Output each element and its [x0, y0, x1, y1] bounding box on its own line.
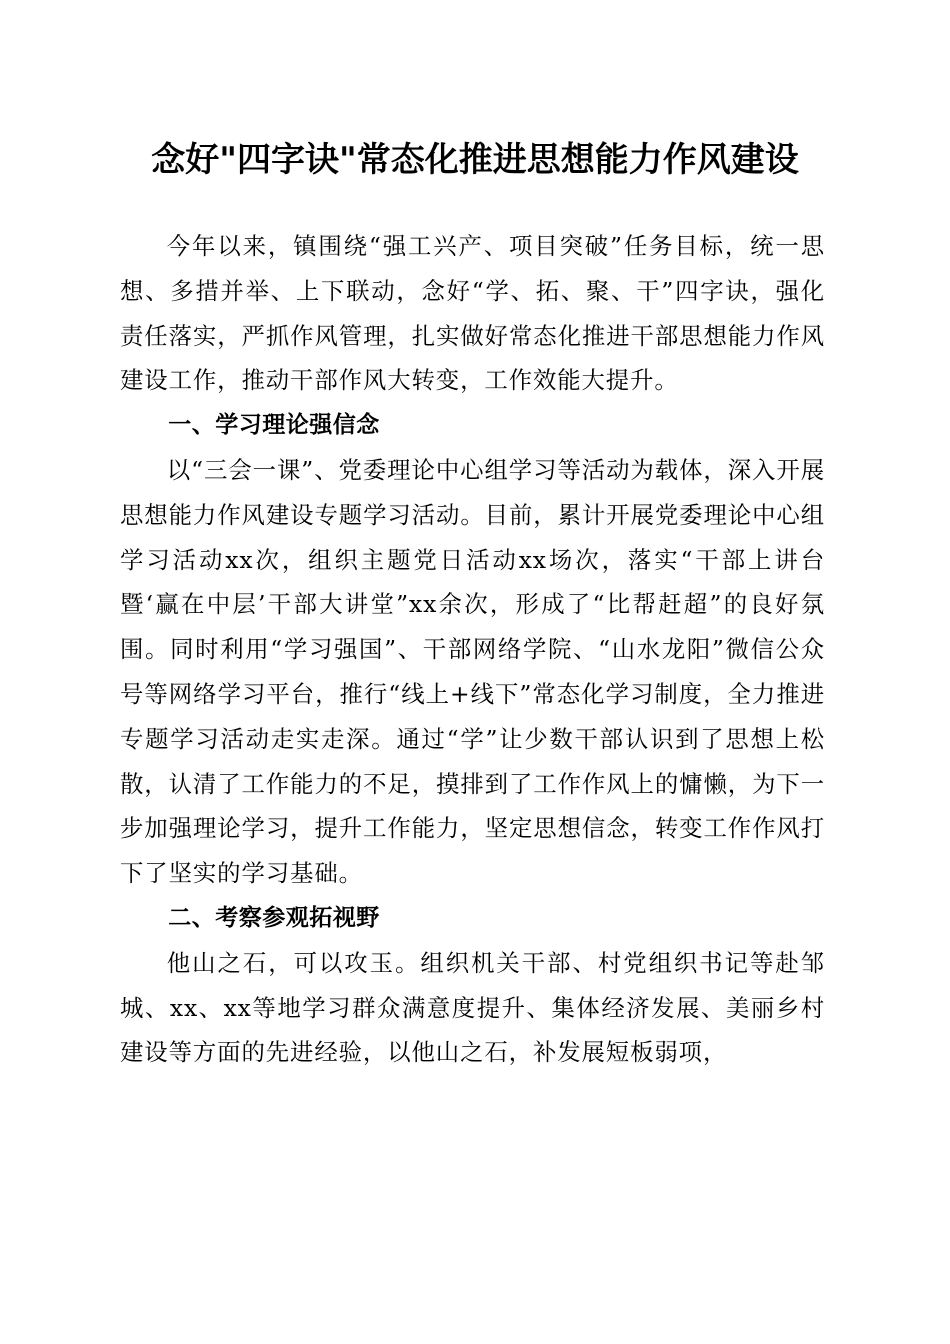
section-paragraph-visit: 他山之石，可以攻玉。组织机关干部、村党组织书记等赴邹城、xx、xx等地学习群众满意度提升、集体经济发展、美丽乡村建设等方面的先进经验，以他山之石，补发展短板弱项，: [120, 948, 825, 1067]
section-heading-study: 一、学习理论强信念: [168, 412, 380, 439]
section-heading-visit: 二、考察参观拓视野: [168, 904, 380, 931]
intro-paragraph: 今年以来，镇围绕“强工兴产、项目突破”任务目标，统一思想、多措并举、上下联动，念好“学、拓、聚、干”四字诀，强化责任落实，严抓作风管理，扎实做好常态化推进干部思想能力作风建设工作，推动干部作风大转变，工作效能大提升。: [120, 232, 825, 395]
section-paragraph-study: 以“三会一课”、党委理论中心组学习等活动为载体，深入开展思想能力作风建设专题学习活动。目前，累计开展党委理论中心组学习活动xx次，组织主题党日活动xx场次，落实“干部上讲台暨‘赢在中层’干部大讲堂”xx余次，形成了“比帮赶超”的良好氛围。同时利用“学习强国”、干部网络学院、“山水龙阳”微信公众号等网络学习平台，推行“线上+线下”常态化学习制度，全力推进专题学习活动走实走深。通过“学”让少数干部认识到了思想上松散，认清了工作能力的不足，摸排到了工作作风上的慵懒，为下一步加强理论学习，提升工作能力，坚定思想信念，转变工作作风打下了坚实的学习基础。: [120, 455, 825, 888]
document-body: [120, 224, 825, 1075]
document-title: 念好"四字诀"常态化推进思想能力作风建设: [151, 140, 799, 180]
